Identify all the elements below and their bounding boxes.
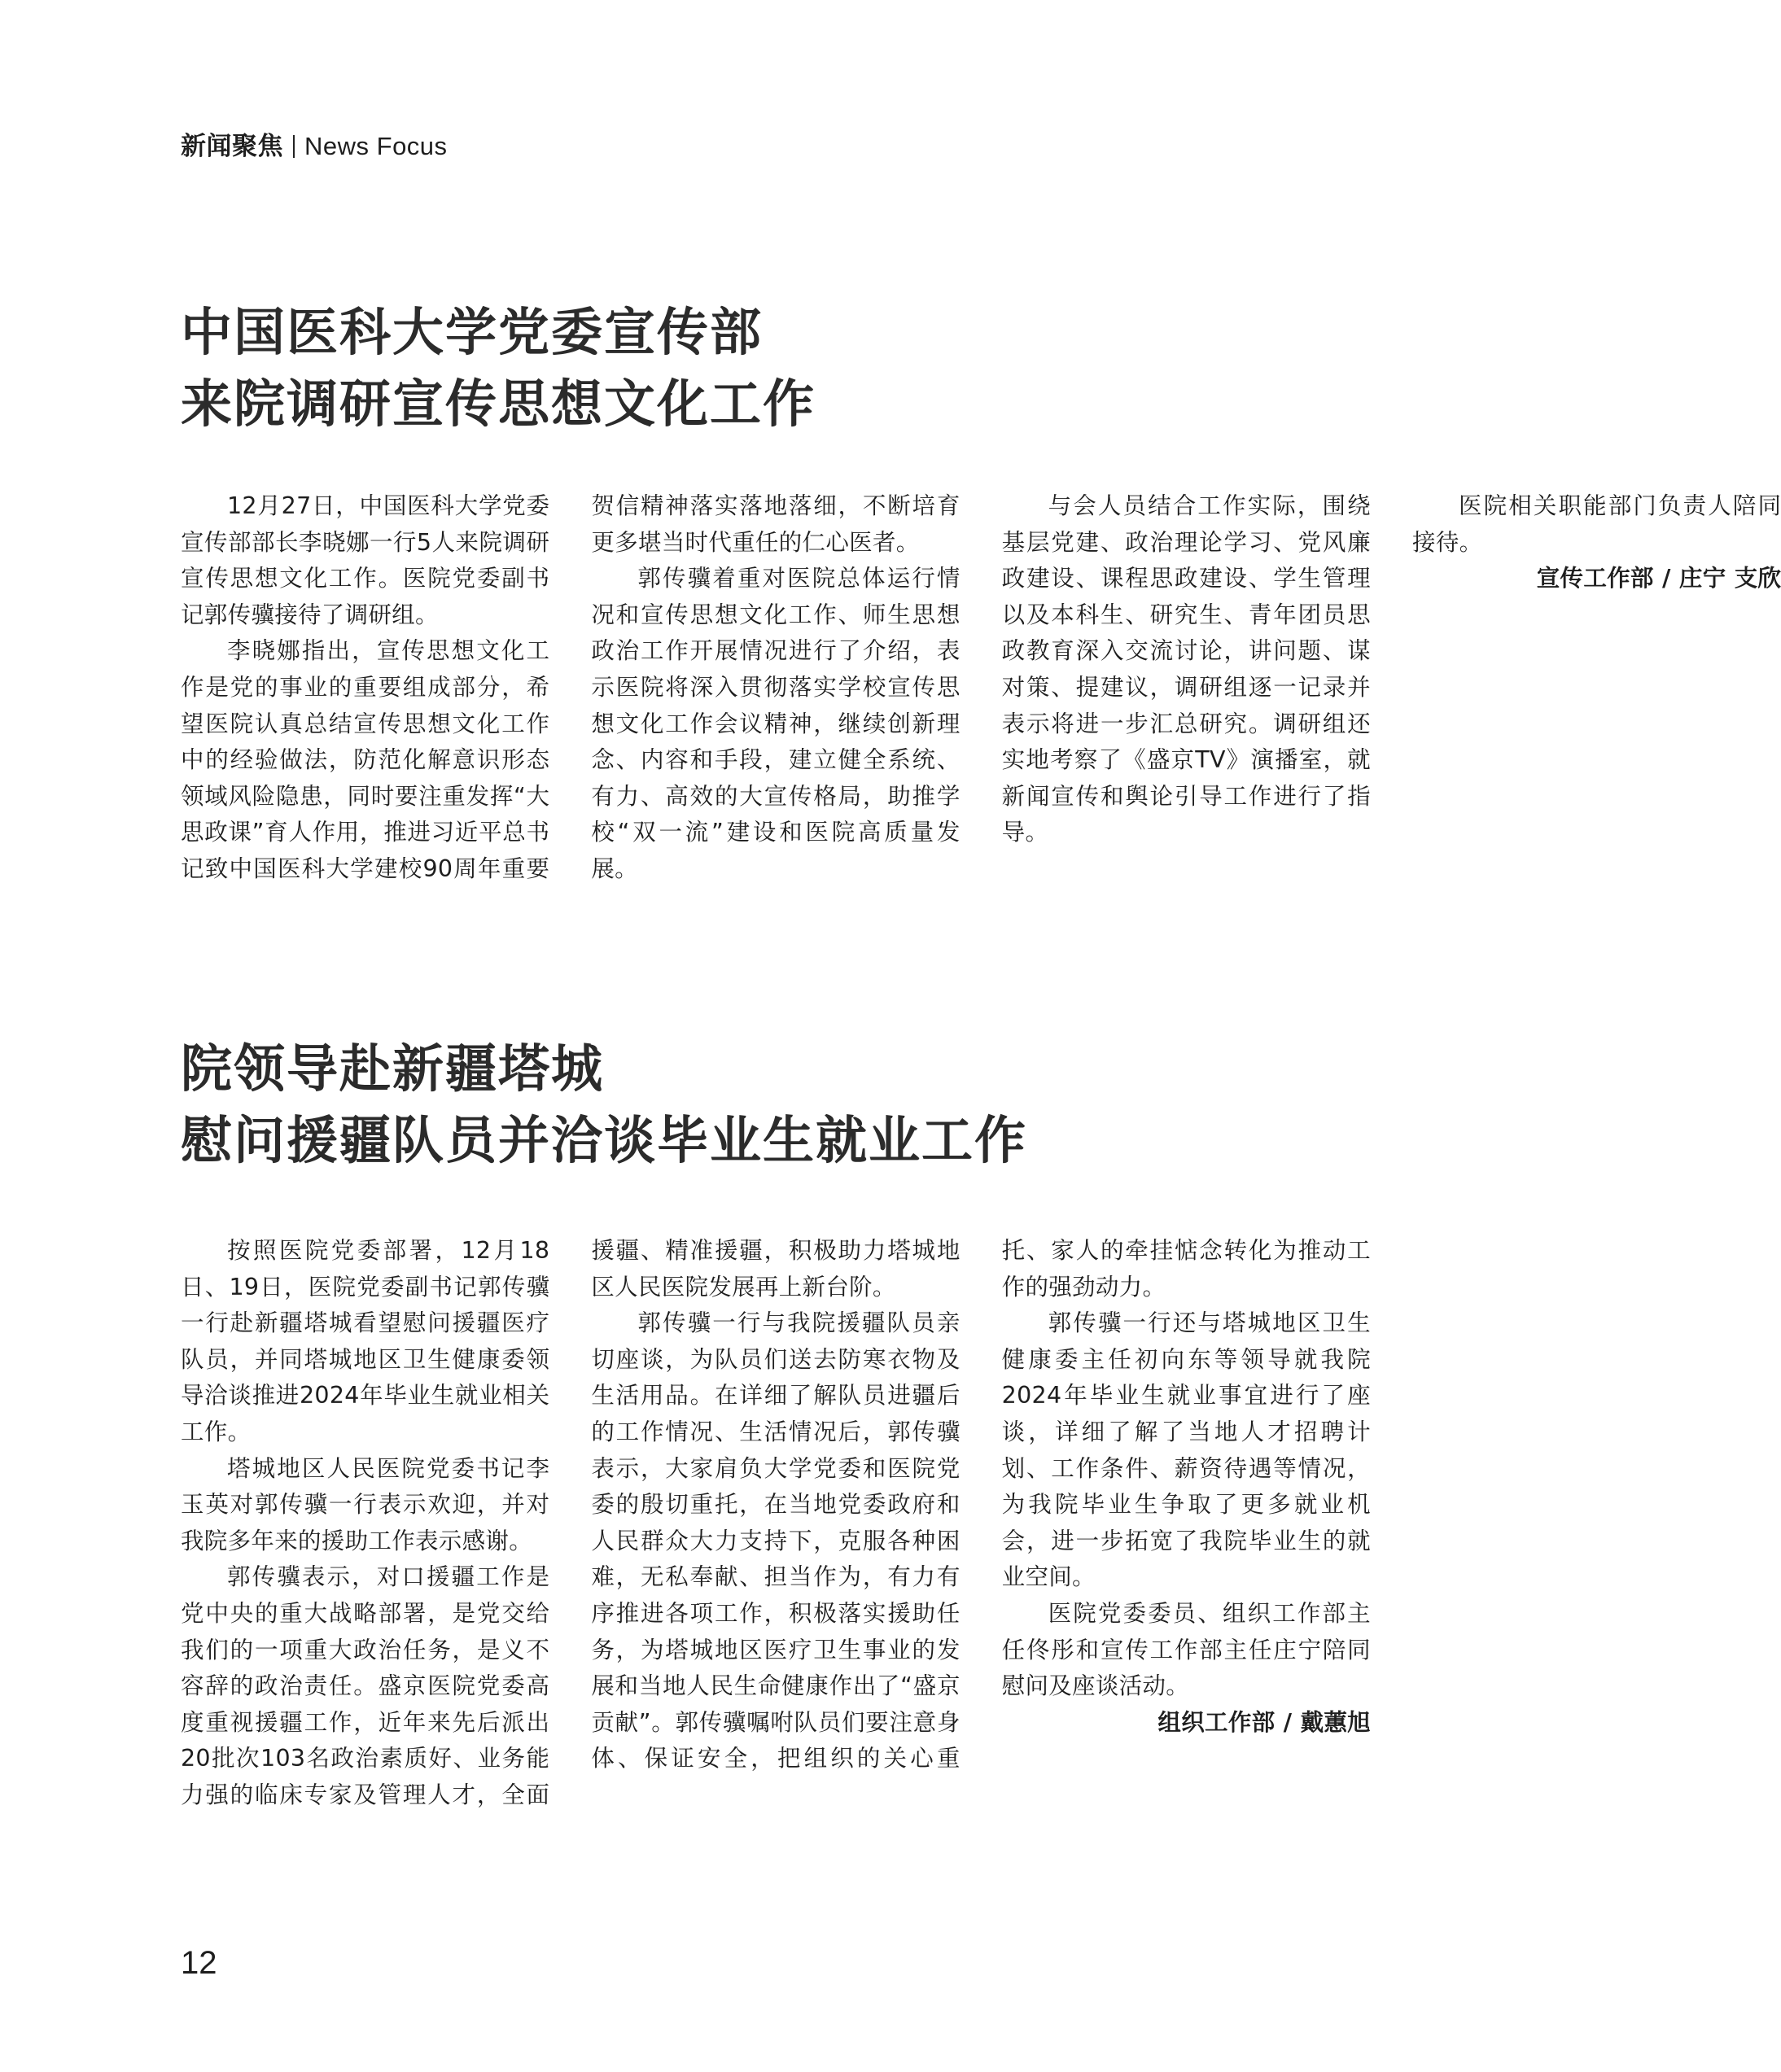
article-1-paragraph: 与会人员结合工作实际，围绕基层党建、政治理论学习、党风廉政建设、课程思政建设、学生管理以及本科生、研究生、青年团员思政教育深入交流讨论，讲问题、谋对策、提建议，调研组逐一记录并表示将进一步汇总研究。调研组还实地考察了《盛京TV》演播室，就新闻宣传和舆论引导工作进行了指导。 bbox=[1001, 492, 1371, 846]
article-1-title-line-2: 来院调研宣传思想文化工作 bbox=[181, 374, 816, 434]
article-2-paragraph: 郭传骥一行还与塔城地区卫生健康委主任初向东等领导就我院2024年毕业生就业事宜进行了座谈，详细了解了当地人才招聘计划、工作条件、薪资待遇等情况，为我院毕业生争取了更多就业机会，进一步拓宽了我院毕业生的就业空间。 bbox=[1001, 1309, 1371, 1591]
section-header bbox=[181, 129, 448, 164]
article-2-title bbox=[181, 1034, 1027, 1177]
section-title-en: News Focus bbox=[304, 132, 448, 160]
article-2-title-line-1: 院领导赴新疆塔城 bbox=[181, 1039, 604, 1099]
article-1 bbox=[181, 488, 1781, 924]
page-number: 12 bbox=[181, 1945, 217, 1981]
article-2-title-line-2: 慰问援疆队员并洽谈毕业生就业工作 bbox=[181, 1111, 1027, 1170]
article-1-paragraph: 医院相关职能部门负责人陪同接待。 bbox=[1411, 492, 1781, 556]
article-2-paragraph: 塔城地区人民医院党委书记李玉英对郭传骥一行表示欢迎，并对我院多年来的援助工作表示感谢。 bbox=[181, 1454, 550, 1554]
article-1-paragraph: 12月27日，中国医科大学党委宣传部部长李晓娜一行5人来院调研宣传思想文化工作。医院党委副书记郭传骥接待了调研组。 bbox=[181, 492, 550, 628]
article-2-byline: 组织工作部 / 戴蕙旭 bbox=[1157, 1708, 1371, 1736]
section-divider bbox=[293, 135, 295, 158]
article-2-paragraph: 郭传骥表示，对口援疆工作是党中央的重大战略部署，是党交给我们的一项重大政治任务，是义不容辞的政治责任。盛京医院党委高度重视援疆工作，近年来先后派出20批次103名政治素质好、业务能力强的临床专家及管理人才，全面援疆、精准援疆，积极助力塔城地区人民医院发展再上新台阶。 bbox=[181, 1237, 961, 1808]
section-title-cn: 新闻聚焦 bbox=[181, 132, 283, 161]
article-2-paragraph: 郭传骥一行与我院援疆队员亲切座谈，为队员们送去防寒衣物及生活用品。在详细了解队员进疆后的工作情况、生活情况后，郭传骥表示，大家肩负大学党委和医院党委的殷切重托，在当地党委政府和人民群众大力支持下，克服各种困难，无私奉献、担当作为，有力有序推进各项工作，积极落实援助任务，为塔城地区医疗卫生事业的发展和当地人民生命健康作出了“盛京贡献”。郭传骥嘱咐队员们要注意身体、保证安全，把组织的关心重托、家人的牵挂惦念转化为推动工作的强劲动力。 bbox=[591, 1237, 1371, 1773]
article-1-paragraph: 李晓娜指出，宣传思想文化工作是党的事业的重要组成部分，希望医院认真总结宣传思想文化工作中的经验做法，防范化解意识形态领域风险隐患，同时要注重发挥“大思政课”育人作用，推进习近平总书记致中国医科大学建校90周年重要贺信精神落实落地落细，不断培育更多堪当时代重任的仁心医者。 bbox=[181, 492, 961, 882]
article-2-body bbox=[181, 1233, 1371, 1814]
article-2 bbox=[181, 1233, 1371, 1814]
article-1-paragraph: 郭传骥着重对医院总体运行情况和宣传思想文化工作、师生思想政治工作开展情况进行了介绍，表示医院将深入贯彻落实学校宣传思想文化工作会议精神，继续创新理念、内容和手段，建立健全系统、有力、高效的大宣传格局，助推学校“双一流”建设和医院高质量发展。 bbox=[591, 565, 961, 882]
article-1-byline: 宣传工作部 / 庄宁 支欣 bbox=[1536, 565, 1781, 592]
article-1-body bbox=[181, 488, 1781, 924]
article-2-paragraph: 按照医院党委部署，12月18日、19日，医院党委副书记郭传骥一行赴新疆塔城看望慰问援疆医疗队员，并同塔城地区卫生健康委领导洽谈推进2024年毕业生就业相关工作。 bbox=[181, 1237, 550, 1445]
article-2-paragraph: 医院党委委员、组织工作部主任佟彤和宣传工作部主任庄宁陪同慰问及座谈活动。 bbox=[1001, 1599, 1371, 1700]
article-1-title-line-1: 中国医科大学党委宣传部 bbox=[181, 303, 763, 362]
article-1-title bbox=[181, 297, 816, 440]
